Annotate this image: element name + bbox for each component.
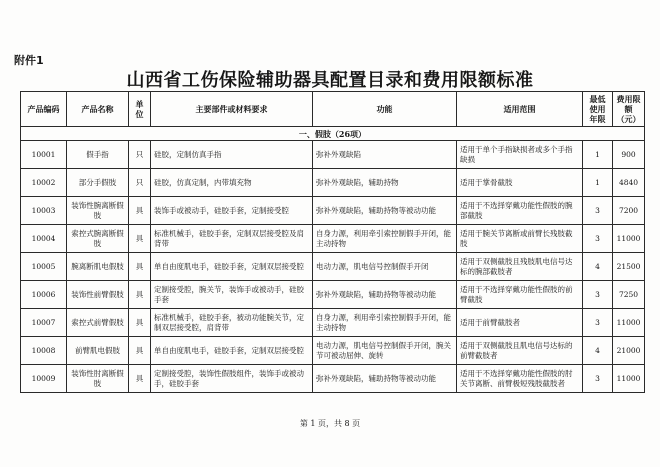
- min-years-cell: 4: [583, 253, 613, 281]
- cost-limit-cell: 11000: [613, 309, 645, 337]
- unit-cell: 具: [129, 225, 151, 253]
- column-header: 单位: [129, 92, 151, 127]
- product-name-cell: 装饰性腕离断假肢: [67, 197, 129, 225]
- cost-limit-cell: 7200: [613, 197, 645, 225]
- unit-cell: 只: [129, 169, 151, 197]
- function-cell: 电动力源，肌电信号控制假手开闭: [313, 253, 457, 281]
- product-name-cell: 索控式腕离断假肢: [67, 225, 129, 253]
- scope-cell: 适用于不选择穿戴功能性假肢的腕部截肢: [457, 197, 583, 225]
- cost-limit-cell: 11000: [613, 225, 645, 253]
- materials-cell: 装饰手或被动手，硅胶手套，定制接受腔: [151, 197, 313, 225]
- unit-cell: 具: [129, 309, 151, 337]
- table-row: [21, 197, 645, 225]
- unit-cell: 具: [129, 253, 151, 281]
- column-header: 主要部件或材料要求: [151, 92, 313, 127]
- scope-cell: 适用于双侧截肢且肌电信号达标的前臂截肢者: [457, 337, 583, 365]
- column-header: 产品编码: [21, 92, 67, 127]
- cost-limit-cell: 21500: [613, 253, 645, 281]
- scope-cell: 适用于腕关节离断或前臂长残肢截肢: [457, 225, 583, 253]
- cost-limit-cell: 21000: [613, 337, 645, 365]
- product-name-cell: 前臂肌电假肢: [67, 337, 129, 365]
- column-header: 费用限额（元）: [613, 92, 645, 127]
- function-cell: 自身力源，利用牵引索控制假手开闭，能主动持物: [313, 309, 457, 337]
- function-cell: 弥补外观缺陷: [313, 141, 457, 169]
- column-header: 最低使用年限: [583, 92, 613, 127]
- cost-limit-cell: 11000: [613, 365, 645, 393]
- product-code-cell: 10007: [21, 309, 67, 337]
- cost-limit-cell: 900: [613, 141, 645, 169]
- unit-cell: 只: [129, 141, 151, 169]
- product-code-cell: 10001: [21, 141, 67, 169]
- materials-cell: 定制接受腔，装饰性假肢组件，装饰手或被动手，硅胶手套: [151, 365, 313, 393]
- function-cell: 自身力源，利用牵引索控制假手开闭，能主动持物: [313, 225, 457, 253]
- scope-cell: 适用于不选择穿戴功能性假肢的前臂截肢: [457, 281, 583, 309]
- function-cell: 弥补外观缺陷，辅助持物等被动功能: [313, 365, 457, 393]
- attachment-label: 附件1: [14, 54, 44, 67]
- product-name-cell: 索控式前臂假肢: [67, 309, 129, 337]
- materials-cell: 标准机械手，硅胶手套，被动功能腕关节，定制双层接受腔，肩背带: [151, 309, 313, 337]
- function-cell: 弥补外观缺陷，辅助持物等被动功能: [313, 197, 457, 225]
- catalog-table: [20, 91, 645, 393]
- scope-cell: 适用于掌骨截肢: [457, 169, 583, 197]
- materials-cell: 单自由度肌电手，硅胶手套，定制双层接受腔: [151, 337, 313, 365]
- scope-cell: 适用于前臂截肢者: [457, 309, 583, 337]
- product-name-cell: 装饰性前臂假肢: [67, 281, 129, 309]
- column-header: 功能: [313, 92, 457, 127]
- product-code-cell: 10002: [21, 169, 67, 197]
- min-years-cell: 4: [583, 337, 613, 365]
- product-code-cell: 10005: [21, 253, 67, 281]
- column-header: 适用范围: [457, 92, 583, 127]
- function-cell: 弥补外观缺陷，辅助持物: [313, 169, 457, 197]
- cost-limit-cell: 4840: [613, 169, 645, 197]
- materials-cell: 定制接受腔，腕关节，装饰手或被动手，硅胶手套: [151, 281, 313, 309]
- table-row: [21, 281, 645, 309]
- product-code-cell: 10003: [21, 197, 67, 225]
- table-row: [21, 365, 645, 393]
- min-years-cell: 3: [583, 225, 613, 253]
- product-name-cell: 部分手假肢: [67, 169, 129, 197]
- table-row: [21, 337, 645, 365]
- unit-cell: 具: [129, 337, 151, 365]
- table-row: [21, 141, 645, 169]
- table-header-row: [21, 92, 645, 127]
- document-title: 山西省工伤保险辅助器具配置目录和费用限额标准: [126, 70, 534, 91]
- materials-cell: 标准机械手，硅胶手套，定制双层接受腔及肩背带: [151, 225, 313, 253]
- section-title: 一、假肢（26项）: [21, 127, 645, 141]
- column-header: 产品名称: [67, 92, 129, 127]
- min-years-cell: 3: [583, 309, 613, 337]
- product-code-cell: 10006: [21, 281, 67, 309]
- cost-limit-cell: 7250: [613, 281, 645, 309]
- table-row: [21, 225, 645, 253]
- scope-cell: 适用于双侧截肢且残肢肌电信号达标的腕部截肢者: [457, 253, 583, 281]
- unit-cell: 具: [129, 365, 151, 393]
- function-cell: 电动力源，肌电信号控制假手开闭，腕关节可被动屈伸、旋转: [313, 337, 457, 365]
- section-header-row: [21, 127, 645, 141]
- product-code-cell: 10008: [21, 337, 67, 365]
- materials-cell: 硅胶，仿真定制，内带填充物: [151, 169, 313, 197]
- product-code-cell: 10004: [21, 225, 67, 253]
- table-row: [21, 309, 645, 337]
- unit-cell: 具: [129, 197, 151, 225]
- scope-cell: 适用于不选择穿戴功能性假肢的肘关节离断、前臂极短残肢截肢者: [457, 365, 583, 393]
- scope-cell: 适用于单个手指缺损者或多个手指缺损: [457, 141, 583, 169]
- function-cell: 弥补外观缺陷，辅助持物等被动功能: [313, 281, 457, 309]
- min-years-cell: 3: [583, 365, 613, 393]
- table-row: [21, 253, 645, 281]
- product-name-cell: 腕离断肌电假肢: [67, 253, 129, 281]
- materials-cell: 硅胶，定制仿真手指: [151, 141, 313, 169]
- min-years-cell: 3: [583, 197, 613, 225]
- min-years-cell: 3: [583, 281, 613, 309]
- product-code-cell: 10009: [21, 365, 67, 393]
- table-row: [21, 169, 645, 197]
- materials-cell: 单自由度肌电手，硅胶手套，定制双层接受腔: [151, 253, 313, 281]
- page-number: 第 1 页，共 8 页: [299, 419, 361, 428]
- min-years-cell: 1: [583, 141, 613, 169]
- product-name-cell: 假手指: [67, 141, 129, 169]
- min-years-cell: 1: [583, 169, 613, 197]
- unit-cell: 具: [129, 281, 151, 309]
- product-name-cell: 装饰性肘离断假肢: [67, 365, 129, 393]
